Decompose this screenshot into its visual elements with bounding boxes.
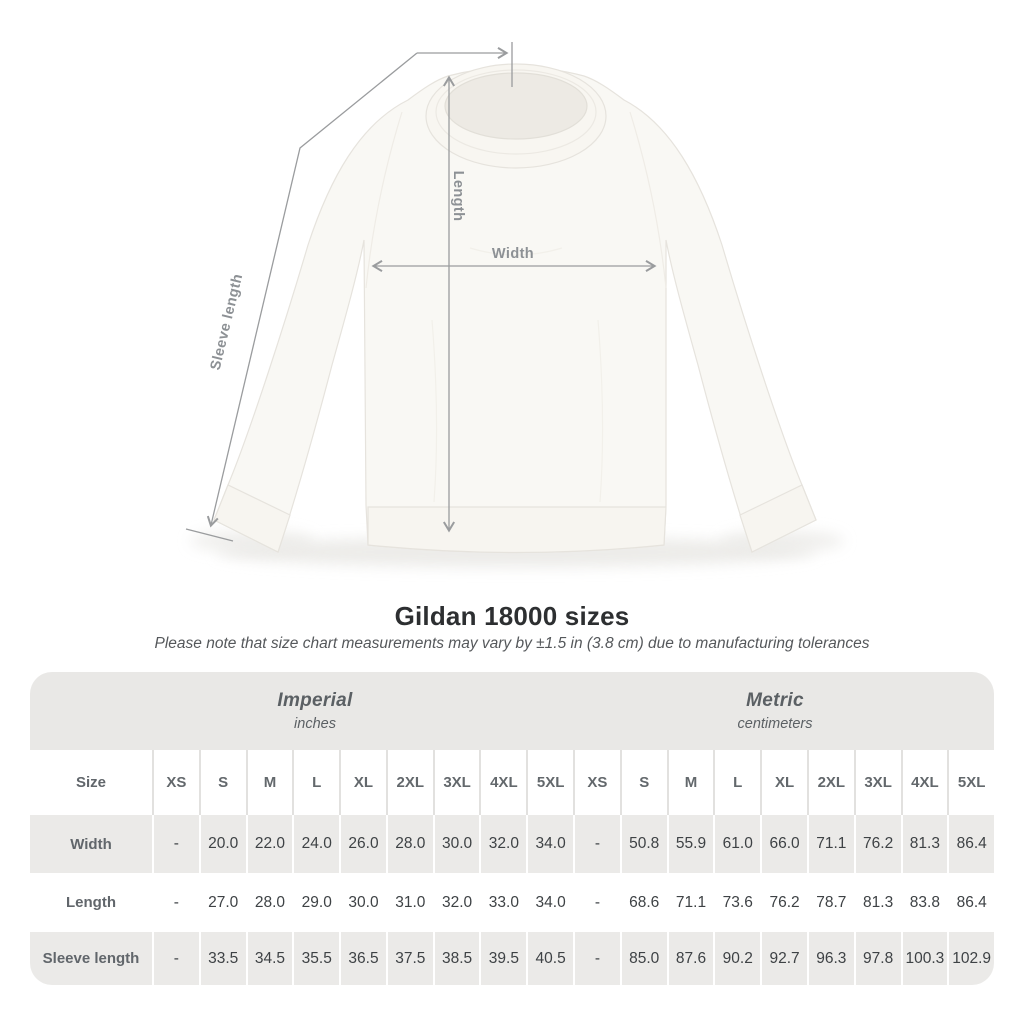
table-row-length bbox=[30, 873, 994, 932]
width-imperial-xs-value: - bbox=[152, 815, 199, 873]
table-body bbox=[30, 815, 994, 985]
length-metric-xs-value: - bbox=[573, 873, 620, 932]
sleeve-length-imperial-m-value: 34.5 bbox=[246, 932, 293, 985]
page-title: Gildan 18000 sizes bbox=[394, 601, 630, 631]
length-imperial-xs-value: - bbox=[152, 873, 199, 932]
size-col-header-imperial-3xl: 3XL bbox=[433, 750, 480, 815]
size-chart-table bbox=[30, 672, 994, 985]
tolerance-note: Please note that size chart measurements may vary by ±1.5 in (3.8 cm) due to manufacturing tolerances bbox=[154, 635, 870, 652]
length-imperial-l-value: 29.0 bbox=[292, 873, 339, 932]
length-imperial-xl-value: 30.0 bbox=[339, 873, 386, 932]
size-col-header-metric-s: S bbox=[620, 750, 667, 815]
sleeve-length-imperial-xl-value: 36.5 bbox=[339, 932, 386, 985]
width-metric-2xl-value: 71.1 bbox=[807, 815, 854, 873]
size-col-header-metric-3xl: 3XL bbox=[854, 750, 901, 815]
sleeve-length-imperial-3xl-value: 38.5 bbox=[433, 932, 480, 985]
table-row-sleeve-length bbox=[30, 932, 994, 985]
size-col-header-metric-2xl: 2XL bbox=[807, 750, 854, 815]
width-imperial-2xl-value: 28.0 bbox=[386, 815, 433, 873]
length-metric-xl-value: 76.2 bbox=[760, 873, 807, 932]
sleeve-length-metric-5xl-value: 102.9 bbox=[947, 932, 994, 985]
sweatshirt-collar bbox=[426, 64, 606, 168]
units-header-band bbox=[30, 672, 994, 750]
length-metric-2xl-value: 78.7 bbox=[807, 873, 854, 932]
sleeve-length-metric-3xl-value: 97.8 bbox=[854, 932, 901, 985]
length-imperial-3xl-value: 32.0 bbox=[433, 873, 480, 932]
size-col-header-imperial-l: L bbox=[292, 750, 339, 815]
width-metric-5xl-value: 86.4 bbox=[947, 815, 994, 873]
width-metric-3xl-value: 76.2 bbox=[854, 815, 901, 873]
width-imperial-m-value: 22.0 bbox=[246, 815, 293, 873]
sleeve-length-metric-4xl-value: 100.3 bbox=[901, 932, 948, 985]
sleeve-length-imperial-5xl-value: 40.5 bbox=[526, 932, 573, 985]
length-metric-s-value: 68.6 bbox=[620, 873, 667, 932]
sleeve-length-metric-xs-value: - bbox=[573, 932, 620, 985]
length-imperial-m-value: 28.0 bbox=[246, 873, 293, 932]
imperial-unit-label: inches bbox=[294, 716, 336, 732]
metric-unit-label: centimeters bbox=[737, 716, 813, 732]
width-imperial-4xl-value: 32.0 bbox=[479, 815, 526, 873]
width-imperial-xl-value: 26.0 bbox=[339, 815, 386, 873]
width-metric-xs-value: - bbox=[573, 815, 620, 873]
size-col-header-imperial-xs: XS bbox=[152, 750, 199, 815]
row-label-width: Width bbox=[70, 835, 112, 853]
length-metric-3xl-value: 81.3 bbox=[854, 873, 901, 932]
sleeve-length-imperial-xs-value: - bbox=[152, 932, 199, 985]
size-col-header-metric-4xl: 4XL bbox=[901, 750, 948, 815]
size-col-header-metric-m: M bbox=[667, 750, 714, 815]
sleeve-length-metric-s-value: 85.0 bbox=[620, 932, 667, 985]
size-col-header-metric-l: L bbox=[713, 750, 760, 815]
sleeve-length-imperial-s-value: 33.5 bbox=[199, 932, 246, 985]
sleeve-length-imperial-2xl-value: 37.5 bbox=[386, 932, 433, 985]
size-col-header-imperial-5xl: 5XL bbox=[526, 750, 573, 815]
row-label-sleeve-length: Sleeve length bbox=[42, 950, 140, 967]
width-metric-xl-value: 66.0 bbox=[760, 815, 807, 873]
sleeve-length-metric-2xl-value: 96.3 bbox=[807, 932, 854, 985]
width-dimension-label: Width bbox=[491, 246, 535, 262]
sleeve-length-dimension-label: Sleeve length bbox=[207, 272, 247, 372]
length-metric-l-value: 73.6 bbox=[713, 873, 760, 932]
imperial-label: Imperial bbox=[277, 690, 353, 711]
width-metric-m-value: 55.9 bbox=[667, 815, 714, 873]
row-label-length: Length bbox=[66, 894, 116, 911]
sleeve-length-metric-xl-value: 92.7 bbox=[760, 932, 807, 985]
length-imperial-4xl-value: 33.0 bbox=[479, 873, 526, 932]
sweatshirt-illustration bbox=[214, 64, 816, 553]
length-metric-m-value: 71.1 bbox=[667, 873, 714, 932]
length-dimension-label: Length bbox=[450, 170, 466, 222]
sleeve-length-imperial-l-value: 35.5 bbox=[292, 932, 339, 985]
width-imperial-s-value: 20.0 bbox=[199, 815, 246, 873]
width-imperial-3xl-value: 30.0 bbox=[433, 815, 480, 873]
size-col-header-metric-xs: XS bbox=[573, 750, 620, 815]
size-col-header-imperial-4xl: 4XL bbox=[479, 750, 526, 815]
sleeve-length-metric-m-value: 87.6 bbox=[667, 932, 714, 985]
length-metric-5xl-value: 86.4 bbox=[947, 873, 994, 932]
size-col-header-imperial-m: M bbox=[246, 750, 293, 815]
length-metric-4xl-value: 83.8 bbox=[901, 873, 948, 932]
width-metric-l-value: 61.0 bbox=[713, 815, 760, 873]
size-col-header-imperial-s: S bbox=[199, 750, 246, 815]
sweatshirt-hem-band bbox=[368, 507, 666, 553]
size-header-label: Size bbox=[75, 774, 106, 791]
metric-label: Metric bbox=[746, 690, 804, 711]
sleeve-length-imperial-4xl-value: 39.5 bbox=[479, 932, 526, 985]
size-col-header-imperial-xl: XL bbox=[339, 750, 386, 815]
width-imperial-5xl-value: 34.0 bbox=[526, 815, 573, 873]
size-header-row bbox=[30, 750, 994, 815]
length-imperial-2xl-value: 31.0 bbox=[386, 873, 433, 932]
length-imperial-5xl-value: 34.0 bbox=[526, 873, 573, 932]
table-row-width bbox=[30, 815, 994, 873]
width-imperial-l-value: 24.0 bbox=[292, 815, 339, 873]
length-imperial-s-value: 27.0 bbox=[199, 873, 246, 932]
metric-header-group bbox=[738, 690, 813, 732]
width-metric-4xl-value: 81.3 bbox=[901, 815, 948, 873]
width-metric-s-value: 50.8 bbox=[620, 815, 667, 873]
size-col-header-metric-xl: XL bbox=[760, 750, 807, 815]
size-col-header-metric-5xl: 5XL bbox=[947, 750, 994, 815]
size-col-header-imperial-2xl: 2XL bbox=[386, 750, 433, 815]
imperial-header-group bbox=[277, 690, 352, 732]
sleeve-length-metric-l-value: 90.2 bbox=[713, 932, 760, 985]
